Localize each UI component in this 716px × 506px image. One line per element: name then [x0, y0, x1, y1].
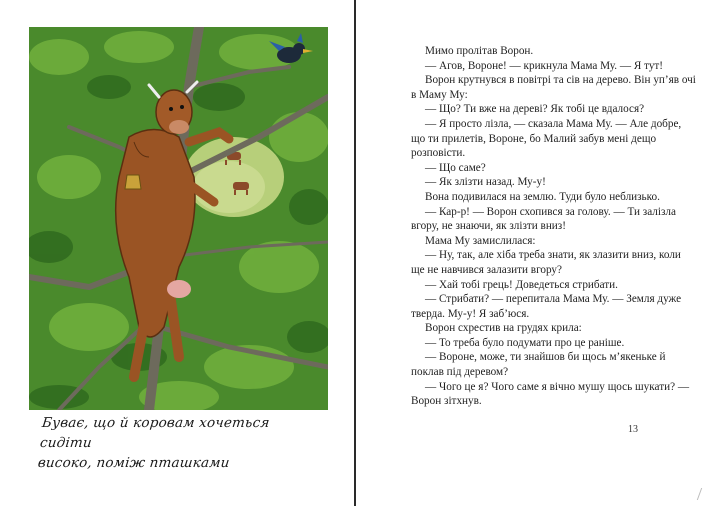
- illustration-cow-in-tree: [29, 27, 328, 410]
- paragraph: Ворон крутнувся в повітрі та сів на дерево. Він уп’яв очі в Маму Му:: [411, 74, 696, 101]
- paragraph: Мама Му замислилася:: [425, 234, 536, 247]
- story-text: [411, 44, 696, 409]
- illustration-caption: [37, 413, 323, 473]
- paragraph: Ворон схрестив на грудях крила:: [425, 322, 582, 335]
- paragraph: — Ну, так, але хіба треба знати, як злазити вниз, коли ще не навчився залазити вгору?: [411, 249, 681, 276]
- paragraph: — Що саме?: [425, 161, 486, 174]
- paragraph: Мимо пролітав Ворон.: [425, 45, 534, 57]
- paragraph: — Як злізти назад. Му-у!: [425, 176, 546, 189]
- paragraph: — Агов, Вороне! — крикнула Мама Му. — Я тут!: [425, 59, 664, 72]
- paragraph: — Я просто лізла, — сказала Мама Му. — Але добре, що ти прилетів, Вороне, бо Малий забув мені дещо розповісти.: [411, 117, 682, 160]
- paragraph: — Вороне, може, ти знайшов би щось м’якеньке й поклав під деревом?: [411, 351, 666, 379]
- paragraph: — Хай тобі грець! Доведеться стрибати.: [425, 278, 618, 291]
- page-corner-mark: [697, 488, 712, 500]
- caption-line-1: Буває, що й коровам хочеться сидіти: [39, 415, 271, 451]
- caption-line-2: високо, поміж пташками: [37, 455, 231, 471]
- illustration-svg: [29, 27, 328, 410]
- paragraph: — Що? Ти вже на дереві? Як тобі це вдалося?: [425, 103, 645, 116]
- page-number: 13: [628, 424, 638, 435]
- left-page: [0, 0, 354, 506]
- paragraph: Вона подивилася на землю. Туди було неблизько.: [425, 190, 660, 203]
- right-page: [356, 0, 716, 506]
- paragraph: — Стрибати? — перепитала Мама Му. — Земля дуже тверда. Му-у! Я заб’юся.: [411, 293, 682, 320]
- paragraph: — Кар-р! — Ворон схопився за голову. — Ти залізла вгору, не знаючи, як злізти вниз!: [411, 205, 676, 233]
- paragraph: — То треба було подумати про це раніше.: [425, 336, 625, 349]
- paragraph: — Чого це я? Чого саме я вічно мушу щось шукати? — Ворон зітхнув.: [411, 380, 690, 408]
